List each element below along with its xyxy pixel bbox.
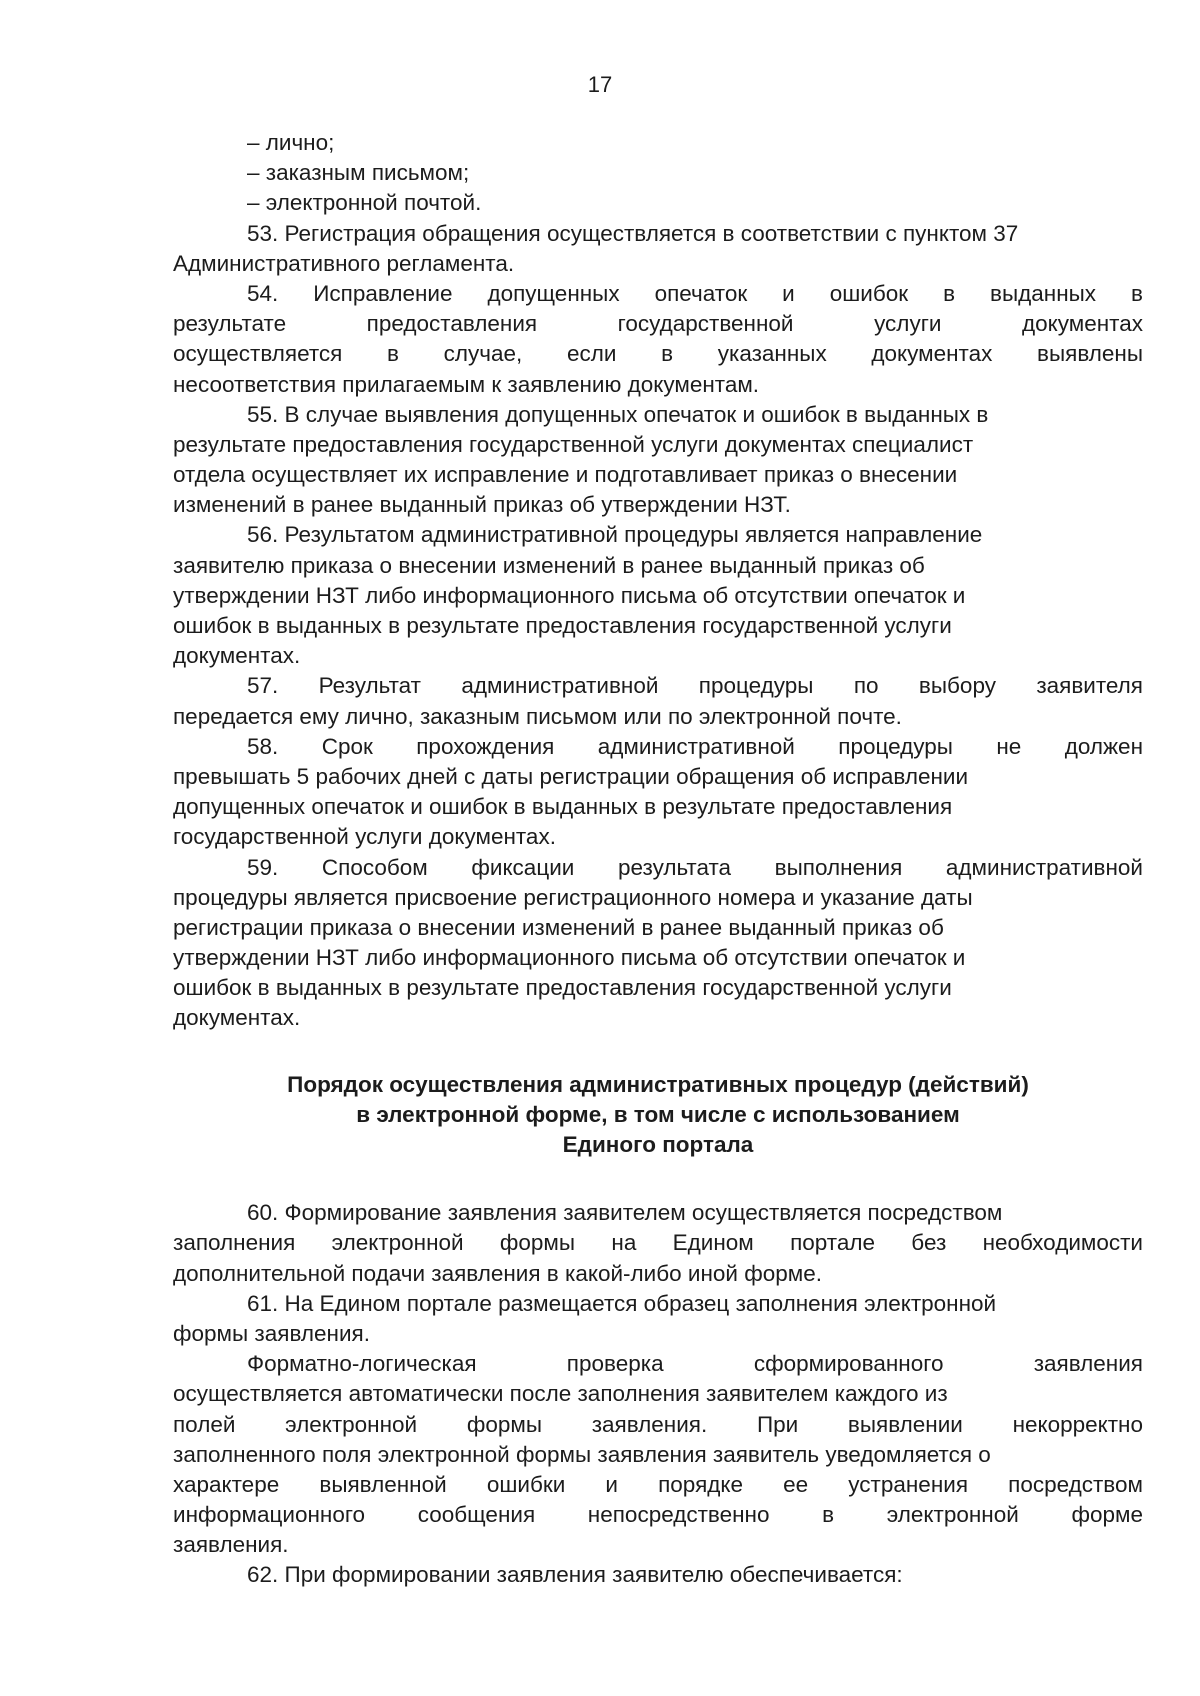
paragraph	[173, 279, 1143, 400]
paragraph	[173, 1198, 1143, 1289]
paragraph-line: 54. Исправление допущенных опечаток и ошибок в выданных в	[247, 280, 1143, 306]
paragraph-line: превышать 5 рабочих дней с даты регистрации обращения об исправлении	[173, 763, 969, 789]
paragraph-line: утверждении НЗТ либо информационного письма об отсутствии опечаток и	[173, 582, 966, 608]
paragraph-line: результате предоставления государственной услуги документах	[173, 311, 1143, 337]
paragraph-line: 61. На Едином портале размещается образец заполнения электронной	[247, 1290, 997, 1316]
paragraph	[173, 1349, 1143, 1560]
paragraph	[173, 853, 1143, 1034]
paragraph-line: заявителю приказа о внесении изменений в ранее выданный приказ об	[173, 552, 925, 578]
paragraph-line: процедуры является присвоение регистрационного номера и указание даты	[173, 884, 973, 910]
paragraph-line: регистрации приказа о внесении изменений в ранее выданный приказ об	[173, 914, 944, 940]
paragraph-line: дополнительной подачи заявления в какой-либо иной форме.	[173, 1260, 822, 1286]
paragraph-line: 57. Результат административной процедуры по выбору заявителя	[247, 673, 1143, 699]
section-heading	[173, 1070, 1143, 1161]
paragraph	[173, 1560, 1143, 1590]
paragraph-line: государственной услуги документах.	[173, 824, 556, 850]
paragraph	[173, 400, 1143, 521]
paragraph-line: заполненного поля электронной формы заявления заявитель уведомляется о	[173, 1441, 991, 1467]
paragraph-line: 59. Способом фиксации результата выполнения административной	[247, 854, 1143, 880]
paragraph-line: документах.	[173, 643, 301, 669]
paragraph-line: несоответствия прилагаемым к заявлению документам.	[173, 371, 760, 397]
paragraph-line: утверждении НЗТ либо информационного письма об отсутствии опечаток и	[173, 945, 966, 971]
paragraph	[173, 732, 1143, 853]
page-number: 17	[587, 72, 613, 97]
paragraph-line: результате предоставления государственной услуги документах специалист	[173, 431, 974, 457]
heading-line: Порядок осуществления административных процедур (действий)	[287, 1071, 1029, 1097]
paragraph-line: 60. Формирование заявления заявителем осуществляется посредством	[247, 1200, 1003, 1226]
list-item: – электронной почтой.	[247, 190, 482, 216]
paragraph-line: ошибок в выданных в результате предоставления государственной услуги	[173, 613, 952, 638]
paragraph-line: полей электронной формы заявления. При выявлении некорректно	[173, 1411, 1143, 1437]
paragraph-line: изменений в ранее выданный приказ об утверждении НЗТ.	[173, 492, 791, 518]
paragraph	[173, 520, 1143, 671]
paragraph-line: 56. Результатом административной процедуры является направление	[247, 522, 983, 548]
intro-list	[173, 128, 1143, 219]
paragraph-line: отдела осуществляет их исправление и подготавливает приказ о внесении	[173, 462, 958, 488]
paragraph-line: характере выявленной ошибки и порядке ее устранения посредством	[173, 1471, 1143, 1497]
paragraph-line: Административного регламента.	[173, 250, 515, 276]
list-item: – лично;	[247, 130, 335, 155]
heading-line: Единого портала	[562, 1132, 754, 1157]
paragraph	[173, 219, 1143, 279]
paragraph-line: ошибок в выданных в результате предоставления государственной услуги	[173, 975, 952, 1001]
paragraph-line: информационного сообщения непосредственно в электронной форме	[173, 1502, 1143, 1528]
paragraph-line: 55. В случае выявления допущенных опечаток и ошибок в выданных в	[247, 401, 989, 427]
paragraph-line: формы заявления.	[173, 1320, 370, 1346]
paragraph-line: передается ему лично, заказным письмом или по электронной почте.	[173, 703, 902, 729]
paragraph-line: заполнения электронной формы на Едином портале без необходимости	[173, 1230, 1143, 1256]
paragraph-line: документах.	[173, 1005, 301, 1031]
paragraph	[173, 671, 1143, 731]
document-body	[173, 128, 1143, 1591]
list-item: – заказным письмом;	[247, 160, 470, 186]
paragraph-line: допущенных опечаток и ошибок в выданных в результате предоставления	[173, 794, 953, 820]
paragraph	[173, 1289, 1143, 1349]
paragraph-line: 62. При формировании заявления заявителю обеспечивается:	[247, 1562, 903, 1588]
paragraphs-section-1	[173, 219, 1143, 1034]
paragraphs-section-2	[173, 1198, 1143, 1590]
paragraph-line: 58. Срок прохождения административной процедуры не должен	[247, 733, 1143, 759]
heading-line: в электронной форме, в том числе с использованием	[356, 1101, 960, 1127]
paragraph-line: 53. Регистрация обращения осуществляется в соответствии с пунктом 37	[247, 220, 1019, 246]
paragraph-line: осуществляется в случае, если в указанных документах выявлены	[173, 341, 1143, 367]
paragraph-line: Форматно-логическая проверка сформированного заявления	[247, 1351, 1143, 1377]
paragraph-line: осуществляется автоматически после заполнения заявителем каждого из	[173, 1381, 948, 1407]
paragraph-line: заявления.	[173, 1532, 289, 1558]
